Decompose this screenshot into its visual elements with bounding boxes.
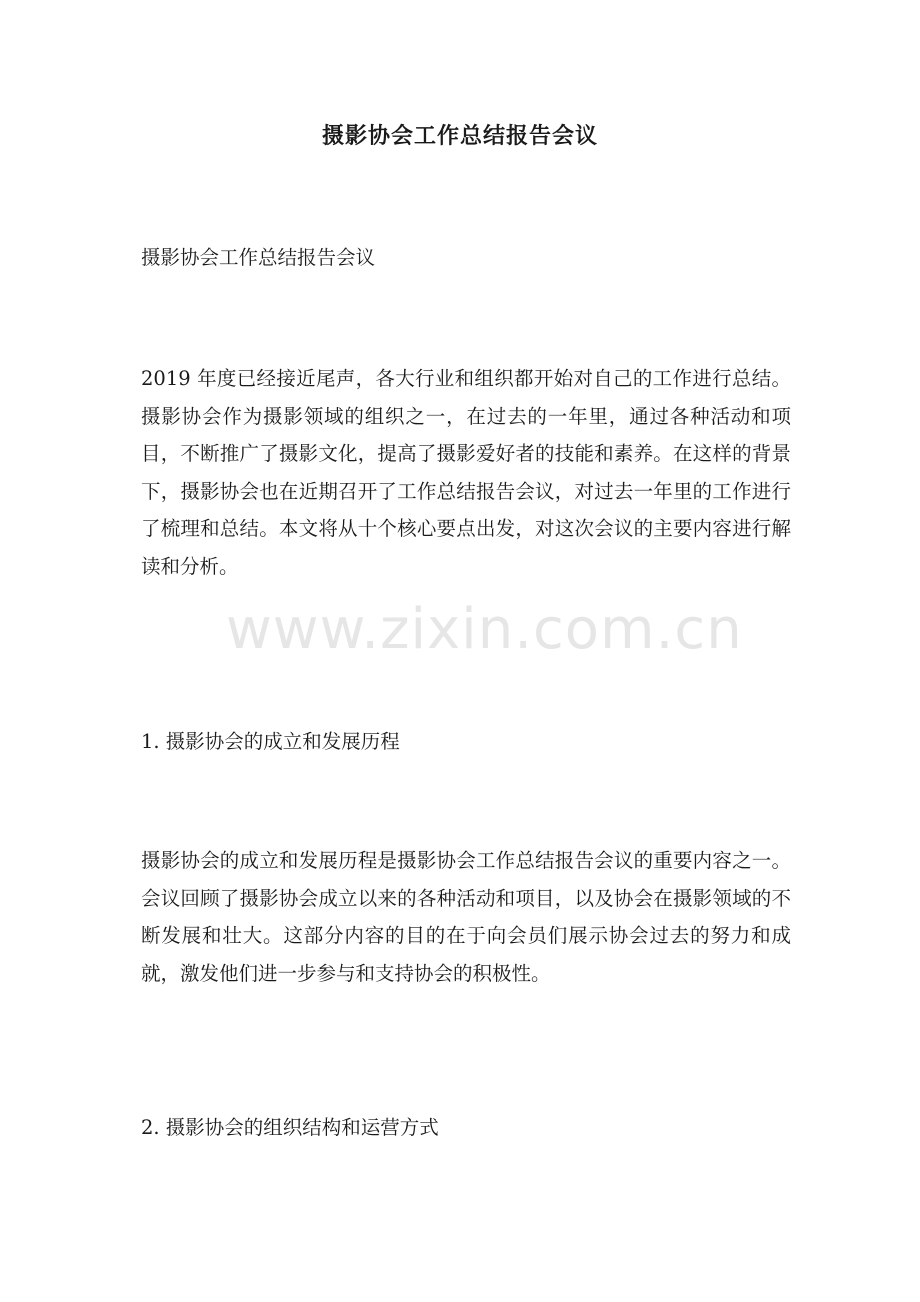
section-2-heading: 2. 摄影协会的组织结构和运营方式 bbox=[141, 1116, 439, 1139]
document-subtitle: 摄影协会工作总结报告会议 bbox=[141, 246, 376, 269]
intro-paragraph: 2019 年度已经接近尾声，各大行业和组织都开始对自己的工作进行总结。摄影协会作为摄影领域的组织之一，在过去的一年里，通过各种活动和项目，不断推广了摄影文化，提高了摄影爱好者的技能和素养。在这样的背景下，摄影协会也在近期召开了工作总结报告会议，对过去一年里的工作进行了梳理和总结。本文将从十个核心要点出发，对这次会议的主要内容进行解读和分析。 bbox=[141, 367, 791, 578]
document-title: 摄影协会工作总结报告会议 bbox=[321, 123, 598, 149]
section-1-paragraph: 摄影协会的成立和发展历程是摄影协会工作总结报告会议的重要内容之一。会议回顾了摄影协会成立以来的各种活动和项目，以及协会在摄影领域的不断发展和壮大。这部分内容的目的在于向会员们展示协会过去的努力和成就，激发他们进一步参与和支持协会的积极性。 bbox=[141, 849, 791, 985]
section-1-heading: 1. 摄影协会的成立和发展历程 bbox=[141, 730, 400, 753]
watermark: www.zixin.com.cn bbox=[226, 597, 743, 662]
